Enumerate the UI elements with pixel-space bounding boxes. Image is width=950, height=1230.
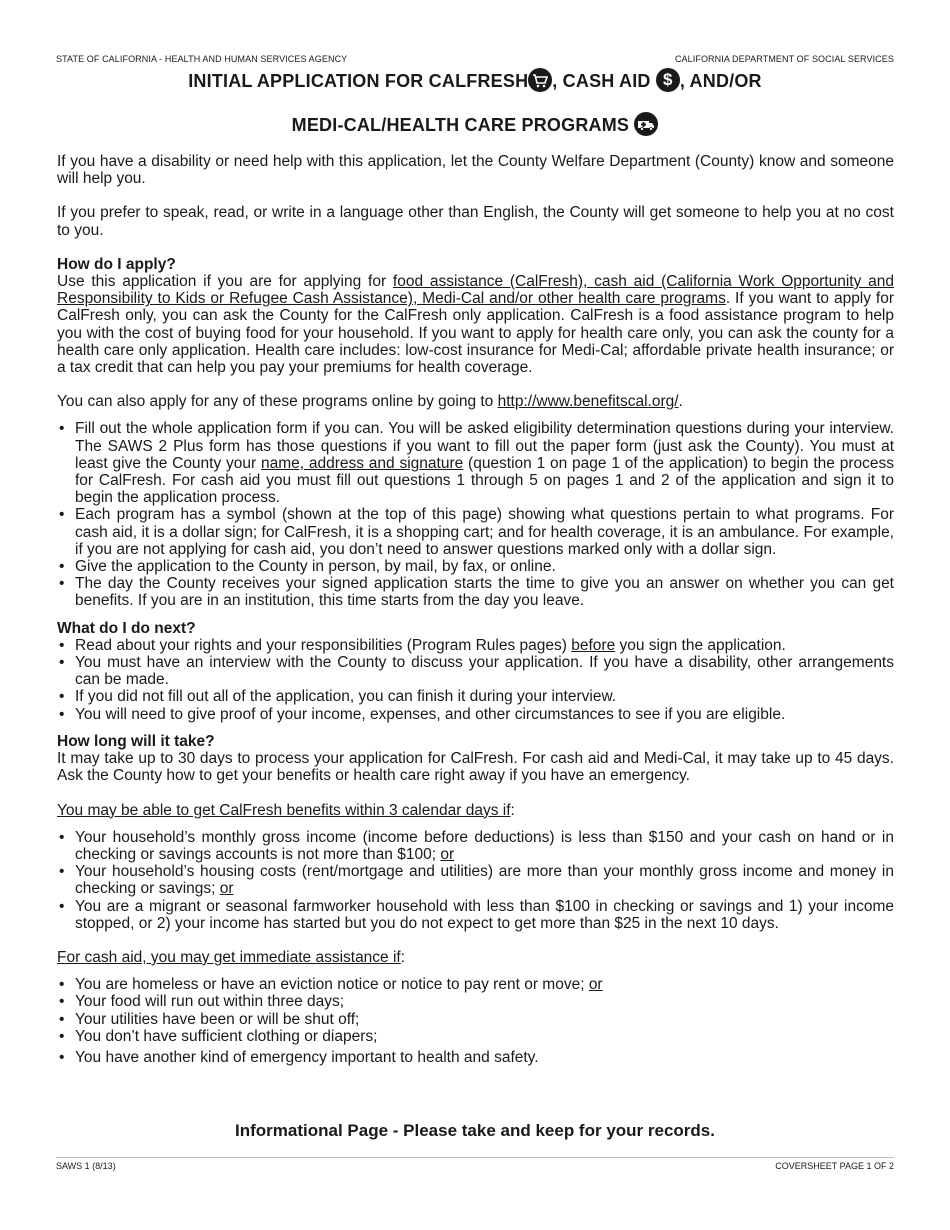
agency-header: STATE OF CALIFORNIA - HEALTH AND HUMAN SERVICES AGENCY xyxy=(56,54,348,64)
apply-bullet-list xyxy=(57,420,894,609)
what-next-heading: What do I do next? xyxy=(57,619,196,637)
title-part-andor: , AND/OR xyxy=(679,70,762,91)
list-item: • You are homeless or have an eviction notice or notice to pay rent or move; or xyxy=(57,976,894,993)
shopping-cart-icon xyxy=(528,68,552,92)
page-title-line2 xyxy=(0,114,950,138)
title-part-calfresh: INITIAL APPLICATION FOR CALFRESH xyxy=(188,70,529,91)
informational-page-note: Informational Page - Please take and keep for your records. xyxy=(235,1121,715,1140)
list-item: • Give the application to the County in person, by mail, by fax, or online. xyxy=(57,558,894,575)
instructions-body xyxy=(57,153,894,1066)
form-id: SAWS 1 (8/13) xyxy=(56,1161,116,1171)
list-item: • Your food will run out within three days; xyxy=(57,993,894,1010)
cash-immediate-intro: For cash aid, you may get immediate assistance if: xyxy=(57,948,406,966)
page-title-line1 xyxy=(0,70,950,94)
list-item: • Your utilities have been or will be shut off; xyxy=(57,1011,894,1028)
ambulance-icon xyxy=(634,112,658,136)
list-item: • You are a migrant or seasonal farmworker household with less than $100 in checking or savings and 1) your income stopped, or 2) your income has started but you do not expect to get more than $25 in the next 10 days. xyxy=(57,898,894,932)
footer-divider xyxy=(56,1157,894,1158)
list-item: • If you did not fill out all of the application, you can finish it during your interview. xyxy=(57,688,894,705)
list-item: • Your household’s monthly gross income (income before deductions) is less than $150 and your cash on hand or in checking or savings accounts is not more than $100; or xyxy=(57,829,894,863)
list-item: • You must have an interview with the County to discuss your application. If you have a disability, other arrangements can be made. xyxy=(57,654,894,688)
calfresh-expedited-intro: You may be able to get CalFresh benefits within 3 calendar days if: xyxy=(57,801,515,819)
language-help-paragraph: If you prefer to speak, read, or write in a language other than English, the County will get someone to help you at no cost to you. xyxy=(57,204,894,239)
programs-underlined: food assistance (CalFresh), cash aid (California Work Opportunity and Responsibility to Kids or Refugee Cash Assistance), Medi-Cal and/or other health care programs xyxy=(57,273,894,308)
list-item: • You don’t have sufficient clothing or diapers; xyxy=(57,1028,894,1045)
how-to-apply-heading: How do I apply? xyxy=(57,255,176,273)
calfresh-expedited-list xyxy=(57,829,894,932)
online-apply-paragraph: You can also apply for any of these programs online by going to http://www.benefitscal.org/. xyxy=(57,393,683,411)
list-item: • Each program has a symbol (shown at the top of this page) showing what questions pertain to what programs. For cash aid, it is a dollar sign; for CalFresh, it is a shopping cart; and for health coverage, it is an ambulance. For example, if you are not applying for cash aid, you don’t need to answer questions marked only with a dollar sign. xyxy=(57,506,894,558)
processing-time-paragraph: It may take up to 30 days to process your application for CalFresh. For cash aid and Medi-Cal, it may take up to 45 days. Ask the County how to get your benefits or health care right away if you have an emergency. xyxy=(57,750,894,785)
benefitscal-link[interactable]: http://www.benefitscal.org/ xyxy=(497,393,679,411)
title-part-medical: MEDI-CAL/HEALTH CARE PROGRAMS xyxy=(291,114,630,135)
disability-help-paragraph: If you have a disability or need help with this application, let the County Welfare Department (County) know and someone will help you. xyxy=(57,153,894,188)
dollar-sign-icon: $ xyxy=(656,68,680,92)
how-long-heading: How long will it take? xyxy=(57,732,215,750)
list-item: • You will need to give proof of your income, expenses, and other circumstances to see if you are eligible. xyxy=(57,706,894,723)
title-part-cash: , CASH AID xyxy=(552,70,651,91)
page-number: COVERSHEET PAGE 1 OF 2 xyxy=(775,1161,894,1171)
department-header: CALIFORNIA DEPARTMENT OF SOCIAL SERVICES xyxy=(674,54,894,64)
list-item: • You have another kind of emergency important to health and safety. xyxy=(57,1049,894,1066)
list-item: • Fill out the whole application form if you can. You will be asked eligibility determination questions during your interview. The SAWS 2 Plus form has those questions if you want to fill out the paper form (just ask the County). You must at least give the County your name, address and signature (question 1 on page 1 of the application) to begin the process for CalFresh. For cash aid you must fill out questions 1 through 5 on pages 1 and 2 of the application and sign it to begin the application process. xyxy=(57,420,894,506)
list-item: • Your household’s housing costs (rent/mortgage and utilities) are more than your monthly gross income and money in checking or savings; or xyxy=(57,863,894,897)
cash-immediate-list xyxy=(57,976,894,1066)
list-item: • Read about your rights and your responsibilities (Program Rules pages) before you sign the application. xyxy=(57,637,894,654)
next-steps-list xyxy=(57,637,894,723)
how-to-apply-paragraph: Use this application if you are for applying for food assistance (CalFresh), cash aid (California Work Opportunity and Responsibility to Kids or Refugee Cash Assistance), Medi-Cal and/or other health care programs. If you want to apply for CalFresh only, you can ask the County for the CalFresh only application. CalFresh is a food assistance program to help you with the cost of buying food for your household. If you want to apply for health care only, you can ask the county for a health care only application. Health care includes: low-cost insurance for Medi-Cal; affordable private health insurance; or a tax credit that can help you pay your premiums for health coverage. xyxy=(57,273,894,377)
list-item: • The day the County receives your signed application starts the time to give you an answer on whether you can get benefits. If you are in an institution, this time starts from the day you leave. xyxy=(57,575,894,609)
